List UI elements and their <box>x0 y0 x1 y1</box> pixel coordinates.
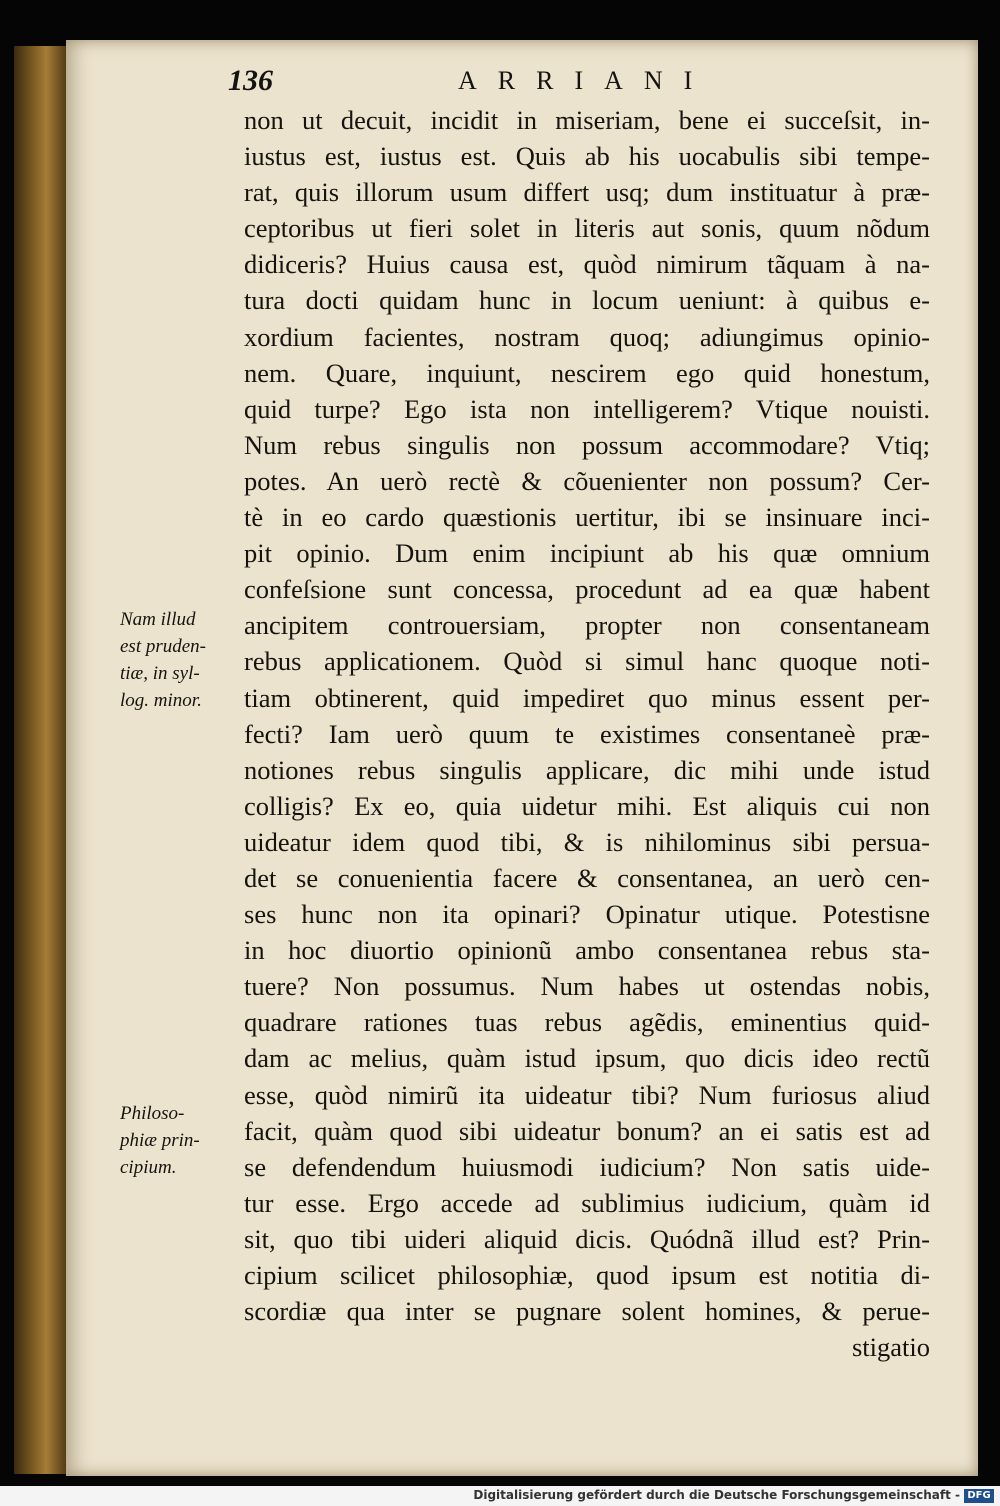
text-line: dam ac melius, quàm istud ipsum, quo dicis ideo rectũ <box>244 1043 930 1074</box>
book-page-edges <box>14 46 68 1474</box>
text-line: se defendendum huiusmodi iudicium? Non satis uide- <box>244 1151 930 1182</box>
text-line: ses hunc non ita opinari? Opinatur utique. Potestisne <box>244 899 930 930</box>
text-line: colligis? Ex eo, quia uidetur mihi. Est aliquis cui non <box>244 790 930 821</box>
catchword: stigatio <box>851 1332 930 1363</box>
marginal-note-line: est pruden- <box>120 636 207 657</box>
page-header <box>228 64 928 104</box>
marginal-note-philosophiae <box>120 1100 244 1181</box>
main-text-block <box>244 102 930 1365</box>
text-line: ceptoribus ut fieri solet in literis aut sonis, quum nõdum <box>244 213 930 244</box>
text-line: rebus applicationem. Quòd si simul hanc quoque noti- <box>244 646 930 677</box>
text-line: tiam obtinerent, quid impediret quo minus essent per- <box>244 682 930 713</box>
text-line: xordium facientes, nostram quoq; adiungimus opinio- <box>244 321 930 352</box>
text-line: tura docti quidam hunc in locum ueniunt: à quibus e- <box>244 285 930 316</box>
text-line: fecti? Iam uerò quum te existimes consentaneè præ- <box>244 718 930 749</box>
text-line: esse, quòd nimirũ ita uideatur tibi? Num furiosus aliud <box>244 1079 930 1110</box>
text-line: quadrare rationes tuas rebus agẽdis, eminentius quid- <box>244 1007 930 1038</box>
text-line: nem. Quare, inquiunt, nescirem ego quid honestum, <box>244 357 930 388</box>
text-line: tè in eo cardo quæstionis uertitur, ibi se insinuare inci- <box>244 502 930 533</box>
footer-bar <box>0 1486 1000 1506</box>
text-line: tur esse. Ergo accede ad sublimius iudicium, quàm id <box>244 1187 930 1218</box>
text-line: rat, quis illorum usum differt usq; dum instituatur à præ- <box>244 177 930 208</box>
running-head: ARRIANI <box>458 66 714 95</box>
marginal-note-line: cipium. <box>120 1157 177 1178</box>
text-line: didiceris? Huius causa est, quòd nimirum tãquam à na- <box>244 249 930 280</box>
text-line: uideatur idem quod tibi, & is nihilominus sibi persua- <box>244 826 930 857</box>
text-line: potes. An uerò rectè & cõuenienter non possum? Cer- <box>244 465 930 496</box>
text-line: Num rebus singulis non possum accommodare? Vtiq; <box>244 429 930 460</box>
text-line: sit, quo tibi uideri aliquid dicis. Quódnã illud est? Prin- <box>244 1223 930 1254</box>
text-line: facit, quàm quod sibi uideatur bonum? an ei satis est ad <box>244 1115 930 1146</box>
text-line: iustus est, iustus est. Quis ab his uocabulis sibi tempe- <box>244 141 930 172</box>
text-line: confeſsione sunt concessa, procedunt ad ea quæ habent <box>244 574 930 605</box>
text-line: non ut decuit, incidit in miseriam, bene ei succeſsit, in- <box>244 105 930 135</box>
text-line: det se conuenientia facere & consentanea, an uerò cen- <box>244 862 930 893</box>
text-line: cipium scilicet philosophiæ, quod ipsum est notitia di- <box>244 1260 930 1290</box>
marginal-note-line: phiæ prin- <box>120 1130 200 1151</box>
marginal-note-line: Philoso- <box>120 1103 185 1124</box>
marginal-note-line: tiæ, in syl- <box>120 663 200 684</box>
text-line: scordiæ qua inter se pugnare solent homines, & perue- <box>244 1296 930 1327</box>
text-line: notiones rebus singulis applicare, dic mihi unde istud <box>244 754 930 785</box>
marginal-note-prudentiae <box>120 606 244 714</box>
text-line: ancipitem controuersiam, propter non consentaneam <box>244 610 930 641</box>
marginal-note-line: log. minor. <box>120 690 202 711</box>
funding-credit: Digitalisierung gefördert durch die Deutsche Forschungsgemeinschaft - <box>473 1488 960 1502</box>
text-line: in hoc diuortio opinionũ ambo consentanea rebus sta- <box>244 935 930 966</box>
dfg-logo-icon: DFG <box>964 1489 994 1503</box>
text-line: quid turpe? Ego ista non intelligerem? Vtique nouisti. <box>244 393 930 424</box>
marginal-note-line: Nam illud <box>120 609 196 630</box>
text-line: tuere? Non possumus. Num habes ut ostendas nobis, <box>244 971 930 1002</box>
text-line: pit opinio. Dum enim incipiunt ab his quæ omnium <box>244 538 930 569</box>
page-number: 136 <box>228 64 273 97</box>
